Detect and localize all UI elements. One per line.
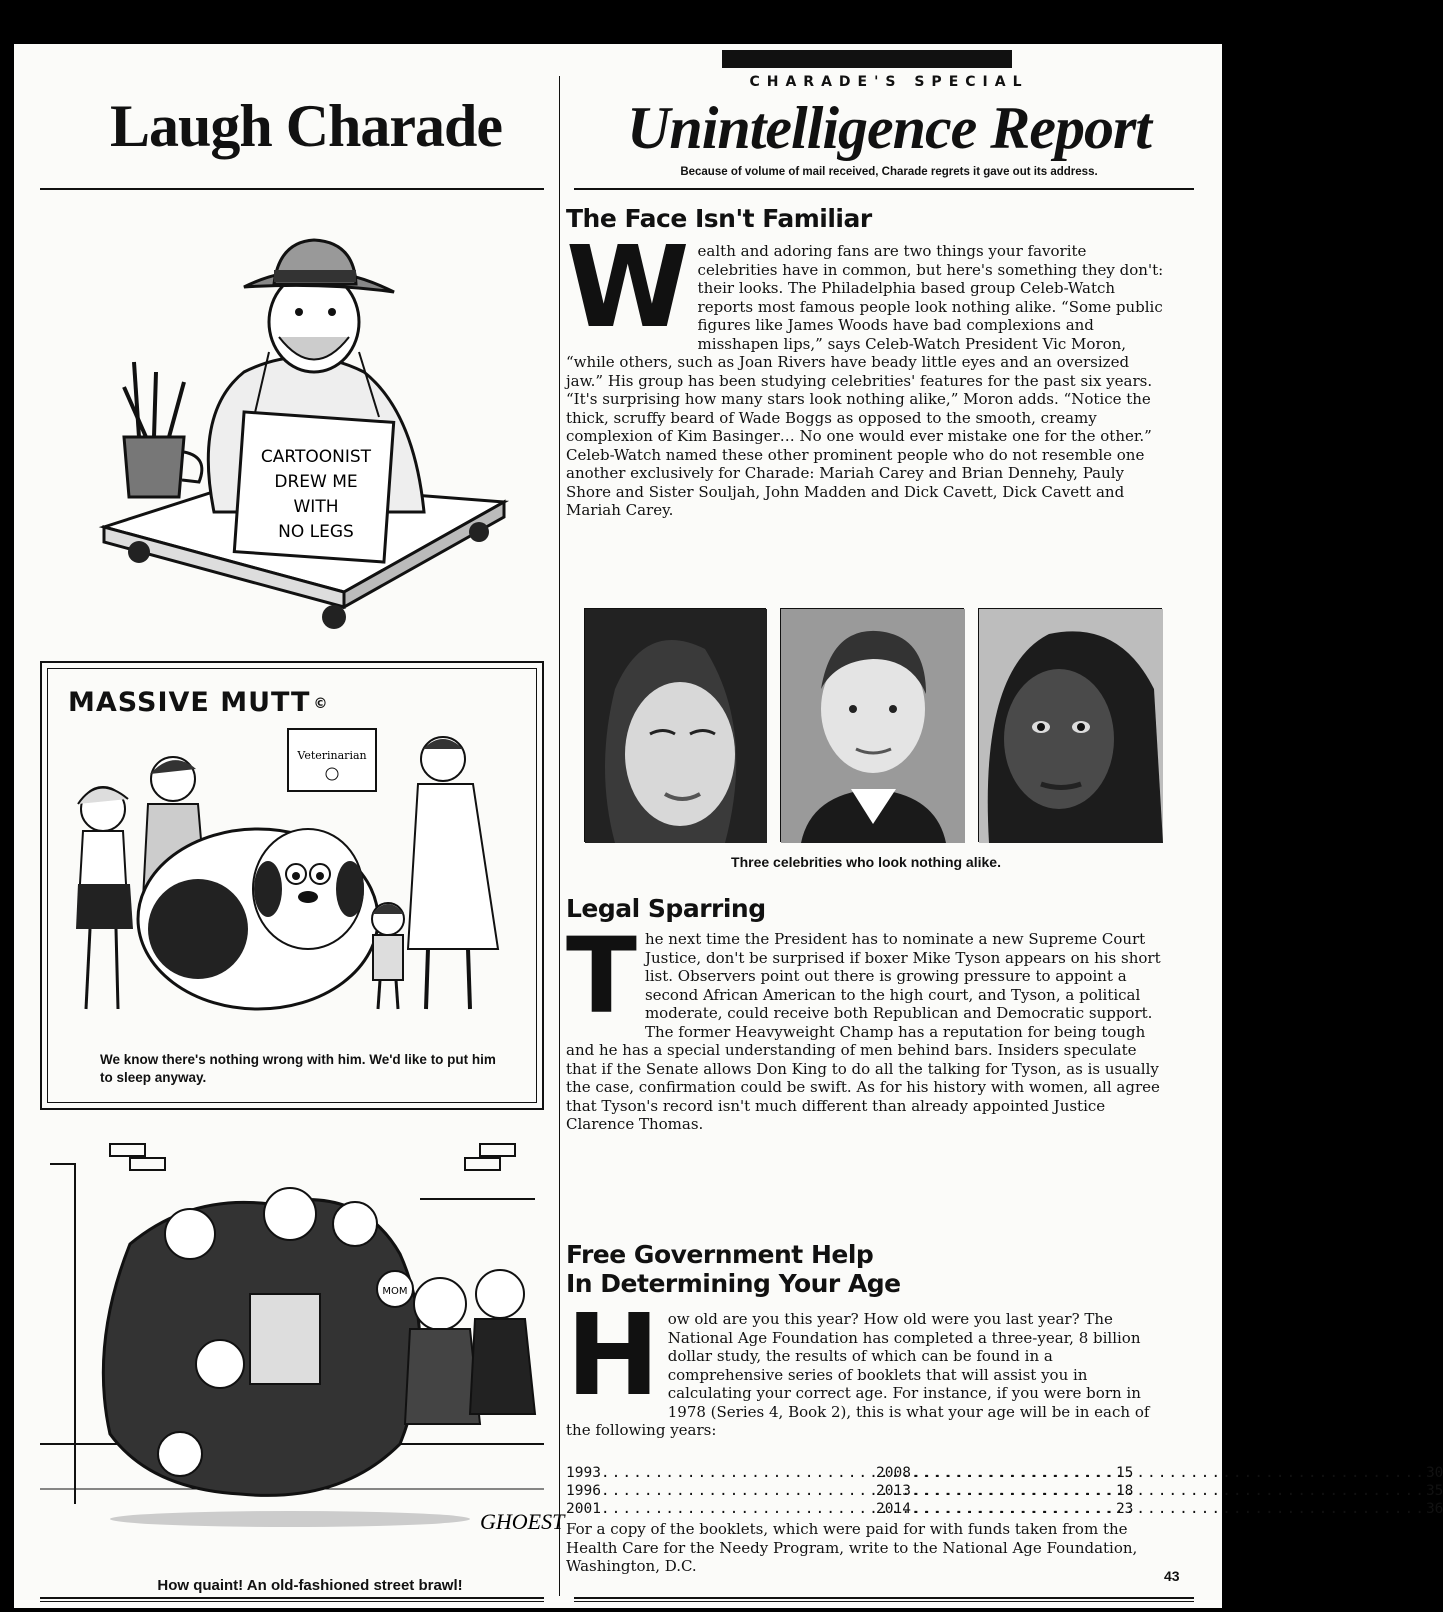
- left-title-rule: [40, 188, 544, 190]
- age-row: 2014 ..... 36: [876, 1500, 1150, 1518]
- celebrity-photo-1: [584, 608, 766, 842]
- article-face-headline: The Face Isn't Familiar: [566, 204, 872, 233]
- page-number: 43: [1164, 1568, 1180, 1584]
- left-bottom-rule: [40, 1597, 544, 1602]
- right-title-rule: [574, 188, 1194, 190]
- photo-caption: Three celebrities who look nothing alike.: [731, 854, 1001, 870]
- article-age-headline: Free Government Help In Determining Your Age: [566, 1240, 901, 1298]
- celebrity-photo-2: [780, 608, 964, 842]
- age-row: 1993 ..... 15: [566, 1464, 840, 1482]
- article-face-body: W ealth and adoring fans are two things your favorite celebrities have in common, but here's something they don't: their looks. The Philadelphia based group Celeb-Watch reports most famous people look nothing alike. “Some public figures like James Woods have bad complexions and misshapen lips,” says Celeb-Watch President Vic Moron, “while others, such as Joan Rivers have beady little eyes and an oversized jaw.” His group has been studying celebrities' features for the past six years. “It's surprising how many stars look nothing alike,” Moron adds. “Notice the thick, scruffy beard of Wade Boggs as opposed to the smooth, creamy complexion of Kim Basinger… No one would ever mistake one for the other.” Celeb-Watch named these other prominent people who do not resemble one another exclusively for Charade: Mariah Carey and Brian Dennehy, Pauly Shore and Sister Souljah, John Madden and Dick Cavett, Dick Cavett and Mariah Carey.: [566, 223, 1164, 519]
- veterinarian-illustration: [58, 719, 538, 1039]
- article-age-closing: For a copy of the booklets, which were paid for with funds taken from the Health Care for the Needy Program, write to the National Age Foundation, Washington, D.C.: [566, 1520, 1138, 1575]
- massive-mutt-caption: We know there's nothing wrong with him. We'd like to put him to sleep anyway.: [100, 1052, 496, 1085]
- age-row: 2001 ..... 23: [566, 1500, 840, 1518]
- age-table-left: [566, 1464, 1134, 1518]
- sign-line-3: WITH: [293, 497, 339, 517]
- report-title: Unintelligence Report: [627, 95, 1151, 161]
- article-face-drop-cap: W: [566, 223, 690, 353]
- article-age-body: H ow old are you this year? How old were you last year? The National Age Foundation has completed a three-year, 8 billion dollar study, the results of which can be found in a comprehensive series of booklets that will assist you in calculating your correct age. For instance, if you were born in 1978 (Series 4, Book 2), this is what your age will be in each of the following years:: [566, 1291, 1150, 1439]
- column-divider: [559, 76, 560, 1596]
- sign-line-2: DREW ME: [274, 472, 358, 492]
- article-age-drop-cap: H: [566, 1291, 660, 1421]
- age-table-right: [876, 1464, 1443, 1518]
- masthead-bar: [722, 50, 1012, 68]
- magazine-page: [14, 44, 1443, 1608]
- report-subtitle: Because of volume of mail received, Charade regrets it gave out its address.: [680, 166, 1098, 178]
- massive-mutt-title: MASSIVE MUTT ©: [68, 687, 329, 718]
- mom-tattoo: MOM: [382, 1286, 408, 1297]
- veterinarian-sign-text: Veterinarian: [297, 749, 367, 762]
- street-brawl-caption: How quaint! An old-fashioned street brawl!: [157, 1577, 463, 1594]
- cartoon-street-brawl: [40, 1144, 565, 1544]
- artist-signature: GHOEST: [480, 1509, 565, 1534]
- sign-line-4: NO LEGS: [278, 522, 354, 542]
- age-row: 2013 ..... 35: [876, 1482, 1150, 1500]
- article-legal-headline: Legal Sparring: [566, 894, 766, 923]
- age-row: 2008 ..... 30: [876, 1464, 1150, 1482]
- article-legal-body: T he next time the President has to nominate a new Supreme Court Justice, don't be surprised if boxer Mike Tyson appears on his short list. Observers point out there is growing pressure to appoint a second African American to the high court, and Tyson, a political moderate, could receive both Republican and Democratic support. The former Heavyweight Champ has a reputation for being tough and he has a special understanding of men behind bars. Insiders speculate that if the Senate allows Don King to do all the talking for Tyson, as is usually the case, confirmation could be swift. As for his history with women, all agree that Tyson's record isn't much different than already appointed Justice Clarence Thomas.: [566, 915, 1161, 1133]
- cartoonist-illustration: [94, 212, 514, 632]
- street-brawl-illustration: [40, 1144, 565, 1544]
- sign-line-1: CARTOONIST: [260, 447, 372, 467]
- celebrity-photo-3: [978, 608, 1162, 842]
- left-column-title: Laugh Charade: [109, 93, 503, 159]
- age-row: 1996 ..... 18: [566, 1482, 840, 1500]
- article-legal-drop-cap: T: [566, 915, 637, 1037]
- cartoon-legless-cartoonist: [94, 212, 514, 632]
- report-kicker: CHARADE'S SPECIAL: [749, 74, 1029, 90]
- massive-mutt-panel: [40, 661, 544, 1110]
- right-bottom-rule: [574, 1597, 1194, 1602]
